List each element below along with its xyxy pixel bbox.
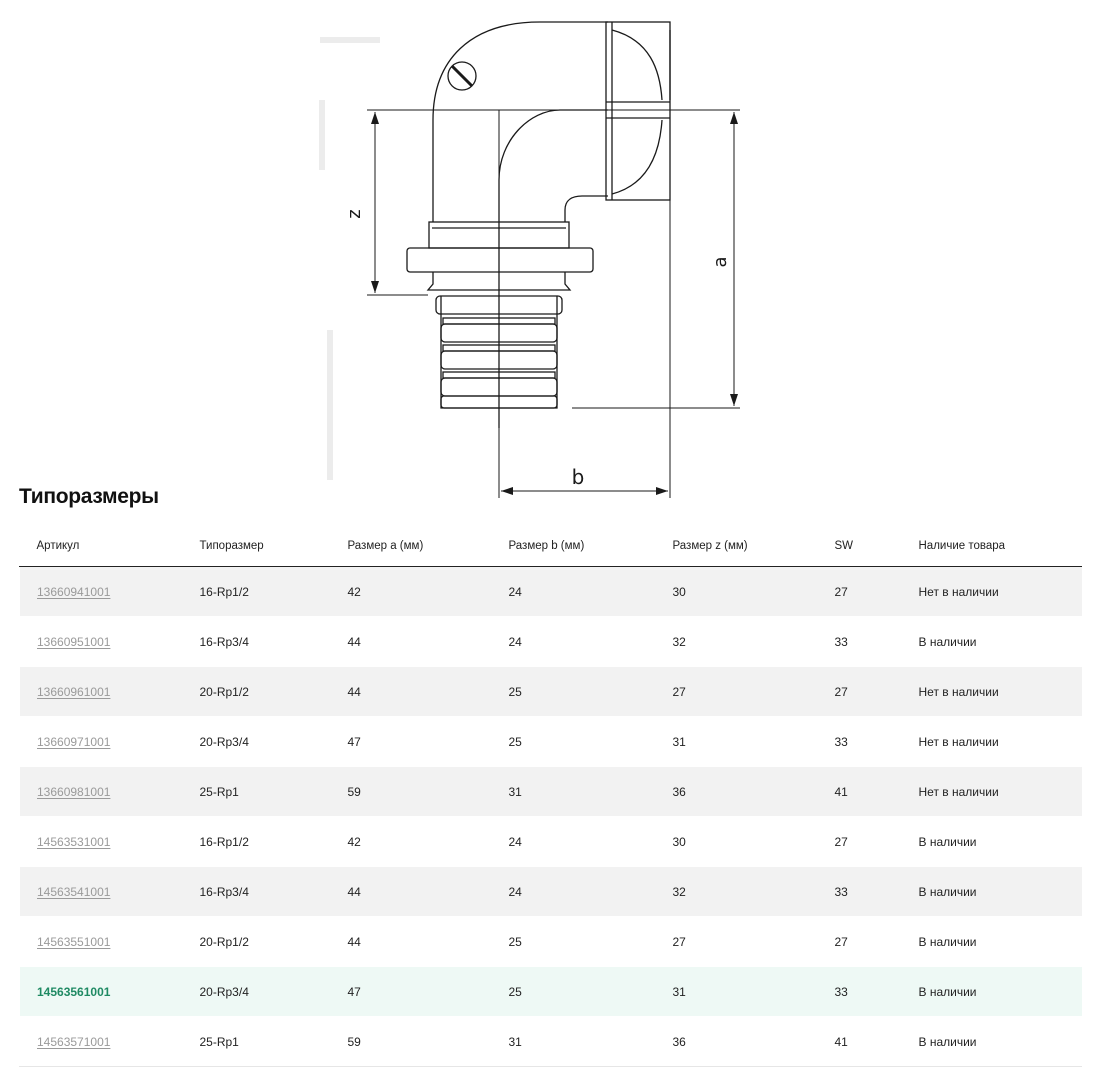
cell-size-a: 59	[331, 767, 492, 817]
dimension-label-a: a	[710, 256, 731, 268]
table-header-row	[20, 525, 1082, 567]
cell-size-b: 24	[492, 817, 656, 867]
cell-size-a: 47	[331, 717, 492, 767]
cell-size-a: 59	[331, 1017, 492, 1067]
cell-size-a: 42	[331, 567, 492, 617]
cell-size-z: 32	[656, 617, 818, 667]
cell-size-a: 44	[331, 617, 492, 667]
cell-sw: 33	[818, 967, 902, 1017]
cell-availability: Нет в наличии	[902, 717, 1082, 767]
fitting-technical-drawing	[300, 0, 800, 500]
article-link[interactable]: 13660971001	[37, 734, 111, 749]
cell-sw: 33	[818, 617, 902, 667]
cell-sw: 27	[818, 817, 902, 867]
cell-size: 20-Rp3/4	[183, 967, 331, 1017]
cell-size-z: 30	[656, 567, 818, 617]
article-link[interactable]: 14563571001	[37, 1034, 111, 1049]
table-row	[20, 717, 1082, 767]
column-header-size-b: Размер b (мм)	[492, 525, 656, 567]
column-header-size-z: Размер z (мм)	[656, 525, 818, 567]
cell-size-z: 27	[656, 667, 818, 717]
cell-size-z: 27	[656, 917, 818, 967]
cell-size-a: 44	[331, 917, 492, 967]
table-row	[20, 817, 1082, 867]
cell-size: 16-Rp3/4	[183, 867, 331, 917]
cell-size-z: 30	[656, 817, 818, 867]
cell-size-b: 24	[492, 567, 656, 617]
cell-sw: 41	[818, 767, 902, 817]
cell-availability: Нет в наличии	[902, 767, 1082, 817]
cell-size-a: 44	[331, 867, 492, 917]
cell-availability: В наличии	[902, 967, 1082, 1017]
cell-size-b: 25	[492, 717, 656, 767]
cell-size: 16-Rp1/2	[183, 567, 331, 617]
cell-availability: В наличии	[902, 917, 1082, 967]
sizes-table	[19, 525, 1082, 1067]
cell-sw: 33	[818, 717, 902, 767]
table-row	[20, 1017, 1082, 1067]
cell-size-b: 24	[492, 617, 656, 667]
cell-size-b: 31	[492, 1017, 656, 1067]
cell-size: 20-Rp1/2	[183, 917, 331, 967]
cell-size: 16-Rp1/2	[183, 817, 331, 867]
column-header-size-a: Размер a (мм)	[331, 525, 492, 567]
article-link[interactable]: 14563541001	[37, 884, 111, 899]
table-row	[20, 667, 1082, 717]
cell-availability: В наличии	[902, 617, 1082, 667]
cell-size-b: 25	[492, 917, 656, 967]
cell-size-b: 31	[492, 767, 656, 817]
article-link[interactable]: 14563561001	[37, 984, 111, 999]
cell-size: 25-Rp1	[183, 767, 331, 817]
table-row	[20, 617, 1082, 667]
cell-sw: 33	[818, 867, 902, 917]
cell-sw: 27	[818, 567, 902, 617]
dimension-label-z: z	[344, 209, 365, 219]
article-link[interactable]: 13660951001	[37, 634, 111, 649]
cell-availability: В наличии	[902, 867, 1082, 917]
cell-size: 20-Rp1/2	[183, 667, 331, 717]
cell-size-a: 47	[331, 967, 492, 1017]
column-header-availability: Наличие товара	[902, 525, 1082, 567]
cell-size-b: 24	[492, 867, 656, 917]
table-row-selected	[20, 967, 1082, 1017]
cell-sw: 41	[818, 1017, 902, 1067]
column-header-sw: SW	[818, 525, 902, 567]
cell-sw: 27	[818, 917, 902, 967]
table-row	[20, 917, 1082, 967]
article-link[interactable]: 14563531001	[37, 834, 111, 849]
cell-size-a: 44	[331, 667, 492, 717]
cell-size-z: 31	[656, 717, 818, 767]
cell-size-z: 32	[656, 867, 818, 917]
cell-size-z: 36	[656, 767, 818, 817]
cell-size-z: 36	[656, 1017, 818, 1067]
cell-size: 25-Rp1	[183, 1017, 331, 1067]
table-row	[20, 567, 1082, 617]
article-link[interactable]: 13660961001	[37, 684, 111, 699]
section-title: Типоразмеры	[19, 485, 159, 508]
article-link[interactable]: 13660941001	[37, 584, 111, 599]
article-link[interactable]: 14563551001	[37, 934, 111, 949]
cell-size: 20-Rp3/4	[183, 717, 331, 767]
cell-sw: 27	[818, 667, 902, 717]
table-row	[20, 767, 1082, 817]
cell-availability: В наличии	[902, 817, 1082, 867]
column-header-article: Артикул	[20, 525, 183, 567]
dimension-label-b: b	[571, 465, 585, 489]
cell-availability: Нет в наличии	[902, 667, 1082, 717]
cell-availability: В наличии	[902, 1017, 1082, 1067]
cell-size: 16-Rp3/4	[183, 617, 331, 667]
column-header-size: Типоразмер	[183, 525, 331, 567]
cell-size-a: 42	[331, 817, 492, 867]
article-link[interactable]: 13660981001	[37, 784, 111, 799]
cell-size-b: 25	[492, 967, 656, 1017]
cell-size-z: 31	[656, 967, 818, 1017]
cell-size-b: 25	[492, 667, 656, 717]
table-row	[20, 867, 1082, 917]
cell-availability: Нет в наличии	[902, 567, 1082, 617]
